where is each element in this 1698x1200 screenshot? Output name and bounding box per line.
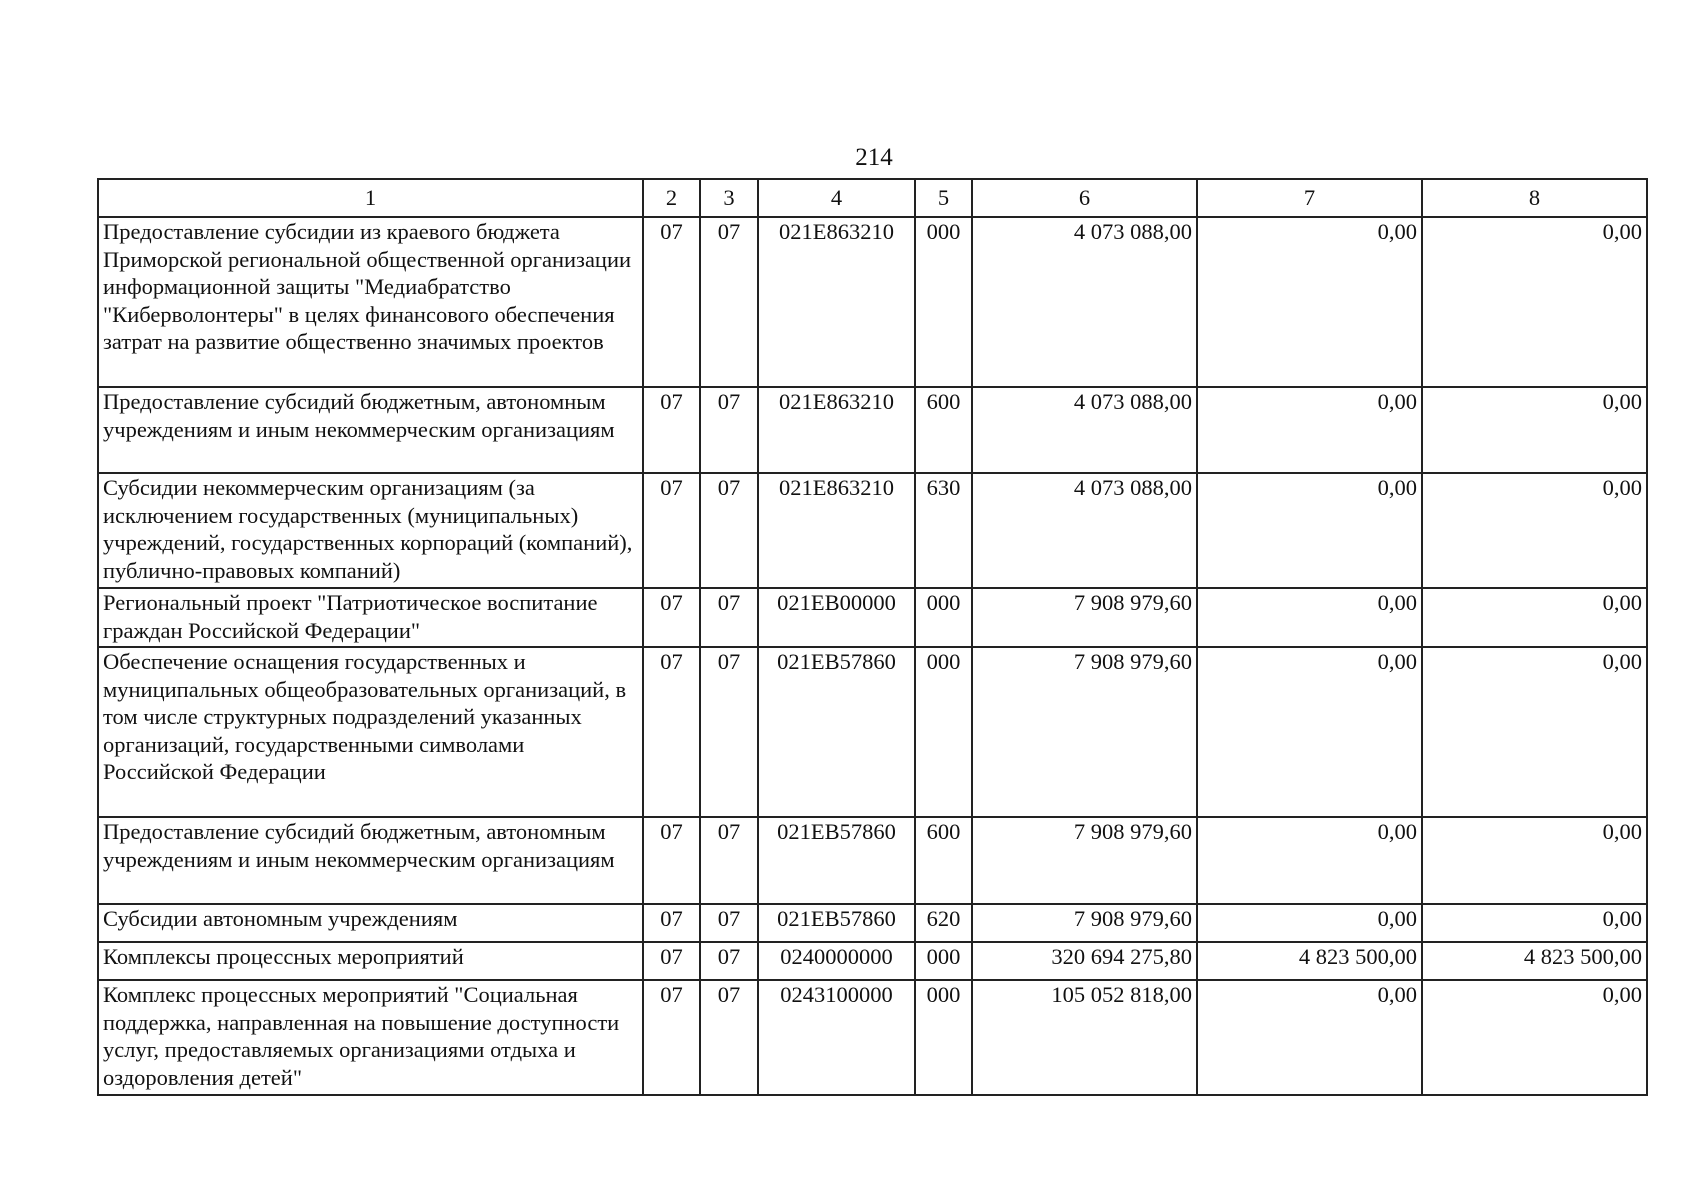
row-section: 07: [643, 942, 700, 980]
column-header-6: 6: [972, 179, 1197, 217]
row-amount-col8: 0,00: [1422, 217, 1647, 387]
row-amount-col8: 0,00: [1422, 904, 1647, 942]
column-header-2: 2: [643, 179, 700, 217]
row-target-article: 021EB57860: [758, 817, 915, 904]
row-name: Обеспечение оснащения государственных и муниципальных общеобразовательных организаций, в том числе структурных подразделений указанных организаций, государственными символами Российской Федерации: [98, 647, 643, 817]
row-amount-col6: 4 073 088,00: [972, 473, 1197, 588]
row-section: 07: [643, 473, 700, 588]
row-amount-col6: 7 908 979,60: [972, 647, 1197, 817]
row-amount-col7: 4 823 500,00: [1197, 942, 1422, 980]
row-amount-col8: 0,00: [1422, 473, 1647, 588]
column-header-4: 4: [758, 179, 915, 217]
row-amount-col8: 0,00: [1422, 387, 1647, 473]
row-amount-col7: 0,00: [1197, 817, 1422, 904]
row-section: 07: [643, 817, 700, 904]
row-name: Комплекс процессных мероприятий "Социальная поддержка, направленная на повышение доступности услуг, предоставляемых организациями отдыха и оздоровления детей": [98, 980, 643, 1095]
column-header-3: 3: [700, 179, 758, 217]
row-name: Предоставление субсидии из краевого бюджета Приморской региональной общественной организации информационной защиты "Медиабратство "Киберволонтеры" в целях финансового обеспечения затрат на развитие общественно значимых проектов: [98, 217, 643, 387]
row-amount-col8: 0,00: [1422, 588, 1647, 647]
row-section: 07: [643, 387, 700, 473]
row-target-article: 021EB57860: [758, 904, 915, 942]
row-amount-col8: 4 823 500,00: [1422, 942, 1647, 980]
row-amount-col6: 7 908 979,60: [972, 817, 1197, 904]
row-subsection: 07: [700, 217, 758, 387]
row-name: Предоставление субсидий бюджетным, автономным учреждениям и иным некоммерческим организациям: [98, 817, 643, 904]
row-subsection: 07: [700, 904, 758, 942]
row-expense-type: 000: [915, 942, 972, 980]
row-amount-col6: 320 694 275,80: [972, 942, 1197, 980]
row-subsection: 07: [700, 588, 758, 647]
row-expense-type: 000: [915, 980, 972, 1095]
row-target-article: 021E863210: [758, 387, 915, 473]
row-amount-col6: 7 908 979,60: [972, 588, 1197, 647]
column-header-8: 8: [1422, 179, 1647, 217]
budget-table: [97, 178, 1648, 1096]
row-section: 07: [643, 588, 700, 647]
row-target-article: 021E863210: [758, 217, 915, 387]
row-amount-col7: 0,00: [1197, 904, 1422, 942]
row-subsection: 07: [700, 942, 758, 980]
row-subsection: 07: [700, 387, 758, 473]
table-row: [98, 647, 1647, 817]
row-amount-col7: 0,00: [1197, 647, 1422, 817]
row-expense-type: 630: [915, 473, 972, 588]
row-name: Субсидии автономным учреждениям: [98, 904, 643, 942]
table-row: [98, 387, 1647, 473]
row-amount-col6: 4 073 088,00: [972, 217, 1197, 387]
row-subsection: 07: [700, 647, 758, 817]
page-number: 214: [855, 144, 893, 171]
row-target-article: 021E863210: [758, 473, 915, 588]
row-subsection: 07: [700, 473, 758, 588]
row-expense-type: 000: [915, 217, 972, 387]
row-target-article: 021EB00000: [758, 588, 915, 647]
row-target-article: 0243100000: [758, 980, 915, 1095]
row-expense-type: 600: [915, 387, 972, 473]
table-row: [98, 942, 1647, 980]
row-expense-type: 600: [915, 817, 972, 904]
column-header-5: 5: [915, 179, 972, 217]
table-row: [98, 980, 1647, 1095]
row-amount-col8: 0,00: [1422, 647, 1647, 817]
row-subsection: 07: [700, 817, 758, 904]
row-amount-col7: 0,00: [1197, 980, 1422, 1095]
table-row: [98, 217, 1647, 387]
row-amount-col7: 0,00: [1197, 387, 1422, 473]
column-header-1: 1: [98, 179, 643, 217]
row-amount-col8: 0,00: [1422, 817, 1647, 904]
header-row: [98, 179, 1647, 217]
table-row: [98, 904, 1647, 942]
row-section: 07: [643, 980, 700, 1095]
row-name: Региональный проект "Патриотическое воспитание граждан Российской Федерации": [98, 588, 643, 647]
row-amount-col7: 0,00: [1197, 473, 1422, 588]
row-expense-type: 000: [915, 588, 972, 647]
column-header-7: 7: [1197, 179, 1422, 217]
table-row: [98, 817, 1647, 904]
row-target-article: 021EB57860: [758, 647, 915, 817]
row-amount-col7: 0,00: [1197, 588, 1422, 647]
row-subsection: 07: [700, 980, 758, 1095]
row-section: 07: [643, 647, 700, 817]
row-section: 07: [643, 217, 700, 387]
row-expense-type: 000: [915, 647, 972, 817]
row-name: Предоставление субсидий бюджетным, автономным учреждениям и иным некоммерческим организациям: [98, 387, 643, 473]
table-row: [98, 588, 1647, 647]
table-row: [98, 473, 1647, 588]
row-name: Субсидии некоммерческим организациям (за исключением государственных (муниципальных) учреждений, государственных корпораций (компаний), публично-правовых компаний): [98, 473, 643, 588]
row-name: Комплексы процессных мероприятий: [98, 942, 643, 980]
row-section: 07: [643, 904, 700, 942]
row-amount-col6: 7 908 979,60: [972, 904, 1197, 942]
row-amount-col8: 0,00: [1422, 980, 1647, 1095]
row-amount-col7: 0,00: [1197, 217, 1422, 387]
row-target-article: 0240000000: [758, 942, 915, 980]
row-expense-type: 620: [915, 904, 972, 942]
row-amount-col6: 4 073 088,00: [972, 387, 1197, 473]
row-amount-col6: 105 052 818,00: [972, 980, 1197, 1095]
